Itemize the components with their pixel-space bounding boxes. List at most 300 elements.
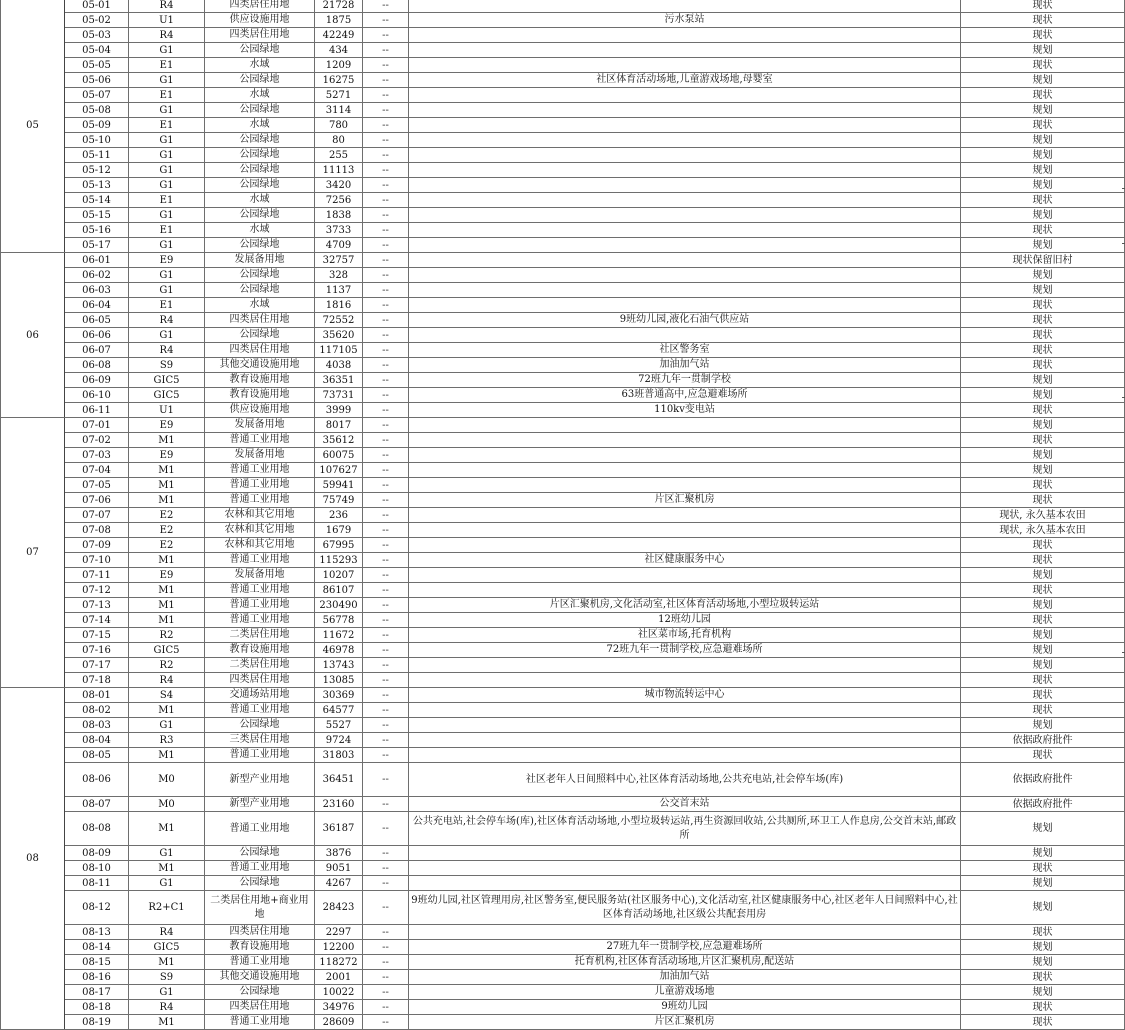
status-cell: 规划 [961, 628, 1125, 643]
facilities-cell [409, 658, 961, 673]
land-code-cell: R4 [129, 313, 205, 328]
land-code-cell: E1 [129, 118, 205, 133]
status-cell: 现状 [961, 861, 1125, 876]
facilities-cell [409, 28, 961, 43]
table-row [1, 433, 1125, 448]
facilities-cell [409, 58, 961, 73]
land-code-cell: G1 [129, 238, 205, 253]
land-use-cell: 普通工业用地 [205, 812, 315, 846]
land-code-cell: S4 [129, 688, 205, 703]
area-cell: 328 [315, 268, 363, 283]
table-row [1, 985, 1125, 1000]
table-row [1, 797, 1125, 812]
land-use-cell: 普通工业用地 [205, 955, 315, 970]
facilities-cell [409, 568, 961, 583]
parcel-id-cell: 08-15 [65, 955, 129, 970]
far-cell: -- [363, 658, 409, 673]
table-row [1, 508, 1125, 523]
table-row [1, 733, 1125, 748]
status-cell: 现状 [961, 58, 1125, 73]
parcel-id-cell: 05-08 [65, 103, 129, 118]
land-code-cell: M1 [129, 478, 205, 493]
table-row [1, 861, 1125, 876]
far-cell: -- [363, 118, 409, 133]
far-cell: -- [363, 163, 409, 178]
far-cell: -- [363, 58, 409, 73]
area-cell: 80 [315, 133, 363, 148]
status-cell: 规划 [961, 103, 1125, 118]
parcel-id-cell: 08-17 [65, 985, 129, 1000]
status-cell: 现状 [961, 583, 1125, 598]
area-cell: 36187 [315, 812, 363, 846]
land-use-cell: 公园绿地 [205, 328, 315, 343]
status-cell: 现状 [961, 613, 1125, 628]
land-use-cell: 公园绿地 [205, 43, 315, 58]
facilities-cell [409, 876, 961, 891]
parcel-id-cell: 07-14 [65, 613, 129, 628]
status-cell: 现状 [961, 118, 1125, 133]
land-code-cell: G1 [129, 876, 205, 891]
parcel-id-cell: 07-09 [65, 538, 129, 553]
parcel-id-cell: 06-07 [65, 343, 129, 358]
table-row [1, 13, 1125, 28]
land-use-cell: 教育设施用地 [205, 940, 315, 955]
area-cell: 42249 [315, 28, 363, 43]
status-cell: 规划 [961, 985, 1125, 1000]
land-use-cell: 二类居住用地 [205, 658, 315, 673]
parcel-id-cell: 06-09 [65, 373, 129, 388]
far-cell: -- [363, 891, 409, 925]
land-code-cell: G1 [129, 148, 205, 163]
facilities-cell [409, 148, 961, 163]
area-cell: 8017 [315, 418, 363, 433]
area-cell: 7256 [315, 193, 363, 208]
parcel-id-cell: 07-13 [65, 598, 129, 613]
status-cell: 现状 [961, 1000, 1125, 1015]
facilities-cell: 社区体育活动场地,儿童游戏场地,母婴室 [409, 73, 961, 88]
facilities-cell: 托育机构,社区体育活动场地,片区汇聚机房,配送站 [409, 955, 961, 970]
far-cell: -- [363, 553, 409, 568]
land-use-cell: 水域 [205, 298, 315, 313]
facilities-cell: 社区健康服务中心 [409, 553, 961, 568]
parcel-id-cell: 08-13 [65, 925, 129, 940]
land-code-cell: GIC5 [129, 373, 205, 388]
status-cell: 规划 [961, 876, 1125, 891]
parcel-id-cell: 08-02 [65, 703, 129, 718]
parcel-id-cell: 07-12 [65, 583, 129, 598]
area-cell: 107627 [315, 463, 363, 478]
area-cell: 780 [315, 118, 363, 133]
land-code-cell: GIC5 [129, 643, 205, 658]
facilities-cell: 社区老年人日间照料中心,社区体育活动场地,公共充电站,社会停车场(库) [409, 763, 961, 797]
table-row [1, 448, 1125, 463]
facilities-cell [409, 163, 961, 178]
table-row [1, 718, 1125, 733]
area-cell: 230490 [315, 598, 363, 613]
land-code-cell: M1 [129, 1015, 205, 1030]
far-cell: -- [363, 797, 409, 812]
area-cell: 117105 [315, 343, 363, 358]
table-row [1, 418, 1125, 433]
land-use-cell: 水域 [205, 118, 315, 133]
area-cell: 2001 [315, 970, 363, 985]
land-code-cell: G1 [129, 846, 205, 861]
area-cell: 3733 [315, 223, 363, 238]
far-cell: -- [363, 925, 409, 940]
parcel-id-cell: 05-15 [65, 208, 129, 223]
land-code-cell: G1 [129, 208, 205, 223]
table-row [1, 955, 1125, 970]
far-cell: -- [363, 268, 409, 283]
parcel-id-cell: 05-16 [65, 223, 129, 238]
facilities-cell: 27班九年一贯制学校,应急避难场所 [409, 940, 961, 955]
far-cell: -- [363, 148, 409, 163]
area-cell: 13743 [315, 658, 363, 673]
area-cell: 1137 [315, 283, 363, 298]
facilities-cell [409, 718, 961, 733]
status-cell: 现状 [961, 0, 1125, 13]
status-cell: 规划 [961, 812, 1125, 846]
parcel-id-cell: 07-08 [65, 523, 129, 538]
facilities-cell [409, 193, 961, 208]
status-cell: 规划 [961, 163, 1125, 178]
facilities-cell: 12班幼儿园 [409, 613, 961, 628]
area-cell: 236 [315, 508, 363, 523]
land-use-cell: 公园绿地 [205, 148, 315, 163]
facilities-cell [409, 478, 961, 493]
parcel-id-cell: 07-11 [65, 568, 129, 583]
status-cell: 现状 [961, 223, 1125, 238]
parcel-id-cell: 05-07 [65, 88, 129, 103]
facilities-cell [409, 463, 961, 478]
land-use-cell: 普通工业用地 [205, 433, 315, 448]
area-cell: 1209 [315, 58, 363, 73]
table-row [1, 553, 1125, 568]
status-cell: 现状 [961, 433, 1125, 448]
status-cell: 现状 [961, 688, 1125, 703]
facilities-cell [409, 508, 961, 523]
far-cell: -- [363, 193, 409, 208]
land-use-cell: 四类居住用地 [205, 1000, 315, 1015]
land-use-cell: 农林和其它用地 [205, 523, 315, 538]
facilities-cell [409, 538, 961, 553]
land-code-cell: E1 [129, 223, 205, 238]
land-code-cell: S9 [129, 970, 205, 985]
far-cell: -- [363, 613, 409, 628]
far-cell: -- [363, 223, 409, 238]
far-cell: -- [363, 1000, 409, 1015]
parcel-id-cell: 08-12 [65, 891, 129, 925]
table-row [1, 891, 1125, 925]
parcel-id-cell: 07-10 [65, 553, 129, 568]
table-row [1, 876, 1125, 891]
far-cell: -- [363, 493, 409, 508]
status-cell: 现状 [961, 493, 1125, 508]
table-row [1, 673, 1125, 688]
far-cell: -- [363, 688, 409, 703]
parcel-id-cell: 08-08 [65, 812, 129, 846]
land-use-cell: 公园绿地 [205, 283, 315, 298]
area-cell: 36451 [315, 763, 363, 797]
land-code-cell: G1 [129, 178, 205, 193]
table-row [1, 238, 1125, 253]
area-cell: 1838 [315, 208, 363, 223]
land-code-cell: G1 [129, 163, 205, 178]
parcel-id-cell: 06-02 [65, 268, 129, 283]
status-cell: 规划 [961, 418, 1125, 433]
status-cell: 规划 [961, 955, 1125, 970]
status-cell: 规划 [961, 658, 1125, 673]
parcel-id-cell: 07-07 [65, 508, 129, 523]
area-cell: 9051 [315, 861, 363, 876]
far-cell: -- [363, 418, 409, 433]
facilities-cell [409, 703, 961, 718]
far-cell: -- [363, 478, 409, 493]
land-use-cell: 普通工业用地 [205, 553, 315, 568]
facilities-cell [409, 0, 961, 13]
status-cell: 规划 [961, 268, 1125, 283]
area-cell: 11672 [315, 628, 363, 643]
parcel-id-cell: 08-07 [65, 797, 129, 812]
table-row [1, 103, 1125, 118]
area-cell: 11113 [315, 163, 363, 178]
land-use-cell: 四类居住用地 [205, 28, 315, 43]
far-cell: -- [363, 0, 409, 13]
parcel-id-cell: 05-11 [65, 148, 129, 163]
land-code-cell: R2 [129, 628, 205, 643]
area-cell: 13085 [315, 673, 363, 688]
status-cell: 规划 [961, 940, 1125, 955]
land-use-cell: 发展备用地 [205, 253, 315, 268]
land-use-cell: 教育设施用地 [205, 388, 315, 403]
status-cell: 现状 [961, 313, 1125, 328]
facilities-cell [409, 223, 961, 238]
land-use-cell: 公园绿地 [205, 846, 315, 861]
land-code-cell: G1 [129, 328, 205, 343]
land-code-cell: M1 [129, 493, 205, 508]
status-cell: 规划 [961, 283, 1125, 298]
land-code-cell: G1 [129, 283, 205, 298]
facilities-cell [409, 523, 961, 538]
far-cell: -- [363, 955, 409, 970]
table-row [1, 1000, 1125, 1015]
parcel-id-cell: 07-17 [65, 658, 129, 673]
table-row [1, 478, 1125, 493]
parcel-id-cell: 06-03 [65, 283, 129, 298]
parcel-id-cell: 06-08 [65, 358, 129, 373]
table-row [1, 373, 1125, 388]
area-cell: 59941 [315, 478, 363, 493]
facilities-cell [409, 448, 961, 463]
area-cell: 86107 [315, 583, 363, 598]
status-cell: 现状 [961, 343, 1125, 358]
table-row [1, 193, 1125, 208]
area-cell: 16275 [315, 73, 363, 88]
far-cell: -- [363, 643, 409, 658]
land-code-cell: E9 [129, 448, 205, 463]
status-cell: 现状 [961, 403, 1125, 418]
area-cell: 255 [315, 148, 363, 163]
table-row [1, 223, 1125, 238]
land-use-cell: 普通工业用地 [205, 1015, 315, 1030]
land-use-cell: 公园绿地 [205, 133, 315, 148]
table-row [1, 598, 1125, 613]
land-use-cell: 公园绿地 [205, 208, 315, 223]
parcel-id-cell: 08-04 [65, 733, 129, 748]
facilities-cell: 9班幼儿园,社区管理用房,社区警务室,便民服务站(社区服务中心),文化活动室,社区健康服务中心,社区老年人日间照料中心,社区体育活动场地,社区级公共配套用房 [409, 891, 961, 925]
table-row [1, 940, 1125, 955]
land-code-cell: GIC5 [129, 940, 205, 955]
table-row [1, 298, 1125, 313]
far-cell: -- [363, 403, 409, 418]
land-code-cell: E1 [129, 58, 205, 73]
land-use-cell: 农林和其它用地 [205, 508, 315, 523]
status-cell: 依据政府批件 [961, 733, 1125, 748]
far-cell: -- [363, 253, 409, 268]
facilities-cell [409, 118, 961, 133]
land-use-cell: 普通工业用地 [205, 598, 315, 613]
land-code-cell: M1 [129, 553, 205, 568]
area-cell: 23160 [315, 797, 363, 812]
parcel-id-cell: 08-05 [65, 748, 129, 763]
status-cell: 现状 [961, 970, 1125, 985]
parcel-id-cell: 05-13 [65, 178, 129, 193]
facilities-cell: 加油加气站 [409, 970, 961, 985]
status-cell: 规划 [961, 463, 1125, 478]
group-id-cell: 06 [1, 253, 65, 418]
land-code-cell: G1 [129, 718, 205, 733]
land-code-cell: R4 [129, 1000, 205, 1015]
parcel-id-cell: 07-05 [65, 478, 129, 493]
area-cell: 56778 [315, 613, 363, 628]
land-use-cell: 公园绿地 [205, 178, 315, 193]
land-code-cell: M1 [129, 598, 205, 613]
facilities-cell [409, 861, 961, 876]
table-row [1, 178, 1125, 193]
far-cell: -- [363, 358, 409, 373]
land-code-cell: G1 [129, 268, 205, 283]
table-row [1, 403, 1125, 418]
facilities-cell: 城市物流转运中心 [409, 688, 961, 703]
far-cell: -- [363, 598, 409, 613]
land-code-cell: R3 [129, 733, 205, 748]
table-row [1, 73, 1125, 88]
table-row [1, 748, 1125, 763]
table-row [1, 0, 1125, 13]
area-cell: 32757 [315, 253, 363, 268]
group-id-cell: 05 [1, 0, 65, 253]
parcel-id-cell: 07-01 [65, 418, 129, 433]
parcel-id-cell: 06-05 [65, 313, 129, 328]
parcel-id-cell: 05-03 [65, 28, 129, 43]
land-use-cell: 水域 [205, 88, 315, 103]
land-code-cell: S9 [129, 358, 205, 373]
parcel-id-cell: 07-16 [65, 643, 129, 658]
far-cell: -- [363, 1015, 409, 1030]
table-row [1, 28, 1125, 43]
status-cell: 现状 [961, 328, 1125, 343]
table-row [1, 148, 1125, 163]
land-use-cell: 公园绿地 [205, 718, 315, 733]
group-id-cell: 07 [1, 418, 65, 688]
far-cell: -- [363, 373, 409, 388]
status-cell: 现状 [961, 673, 1125, 688]
parcel-id-cell: 06-10 [65, 388, 129, 403]
area-cell: 5271 [315, 88, 363, 103]
land-code-cell: R4 [129, 28, 205, 43]
land-use-cell: 教育设施用地 [205, 373, 315, 388]
table-row [1, 118, 1125, 133]
parcel-id-cell: 05-14 [65, 193, 129, 208]
land-use-cell: 普通工业用地 [205, 463, 315, 478]
land-use-cell: 新型产业用地 [205, 763, 315, 797]
parcel-id-cell: 05-17 [65, 238, 129, 253]
facilities-cell: 片区汇聚机房 [409, 493, 961, 508]
land-use-cell: 公园绿地 [205, 103, 315, 118]
table-row [1, 523, 1125, 538]
land-code-cell: E9 [129, 418, 205, 433]
land-code-cell: E1 [129, 298, 205, 313]
status-cell: 规划 [961, 208, 1125, 223]
land-use-cell: 发展备用地 [205, 448, 315, 463]
land-code-cell: R4 [129, 925, 205, 940]
table-row [1, 463, 1125, 478]
area-cell: 115293 [315, 553, 363, 568]
far-cell: -- [363, 103, 409, 118]
parcel-id-cell: 07-18 [65, 673, 129, 688]
land-use-cell: 二类居住用地 [205, 628, 315, 643]
far-cell: -- [363, 178, 409, 193]
parcel-id-cell: 06-01 [65, 253, 129, 268]
table-row [1, 58, 1125, 73]
parcel-id-cell: 08-01 [65, 688, 129, 703]
land-use-cell: 普通工业用地 [205, 703, 315, 718]
table-row [1, 268, 1125, 283]
land-code-cell: M1 [129, 812, 205, 846]
parcel-id-cell: 08-14 [65, 940, 129, 955]
land-code-cell: R4 [129, 343, 205, 358]
parcel-id-cell: 05-02 [65, 13, 129, 28]
facilities-cell: 社区警务室 [409, 343, 961, 358]
far-cell: -- [363, 133, 409, 148]
land-code-cell: M1 [129, 748, 205, 763]
parcel-id-cell: 07-06 [65, 493, 129, 508]
status-cell: 现状 [961, 298, 1125, 313]
group-id-cell: 08 [1, 688, 65, 1030]
land-code-cell: E2 [129, 523, 205, 538]
area-cell: 3420 [315, 178, 363, 193]
facilities-cell [409, 253, 961, 268]
parcel-id-cell: 08-16 [65, 970, 129, 985]
facilities-cell [409, 583, 961, 598]
facilities-cell [409, 208, 961, 223]
area-cell: 3999 [315, 403, 363, 418]
facilities-cell: 污水泵站 [409, 13, 961, 28]
land-code-cell: M1 [129, 583, 205, 598]
status-cell: 规划 [961, 718, 1125, 733]
far-cell: -- [363, 508, 409, 523]
land-use-cell: 农林和其它用地 [205, 538, 315, 553]
land-use-cell: 发展备用地 [205, 418, 315, 433]
far-cell: -- [363, 876, 409, 891]
far-cell: -- [363, 763, 409, 797]
area-cell: 34976 [315, 1000, 363, 1015]
land-code-cell: E1 [129, 193, 205, 208]
facilities-cell: 片区汇聚机房,文化活动室,社区体育活动场地,小型垃圾转运站 [409, 598, 961, 613]
land-use-cell: 四类居住用地 [205, 673, 315, 688]
far-cell: -- [363, 940, 409, 955]
parcel-id-cell: 05-10 [65, 133, 129, 148]
